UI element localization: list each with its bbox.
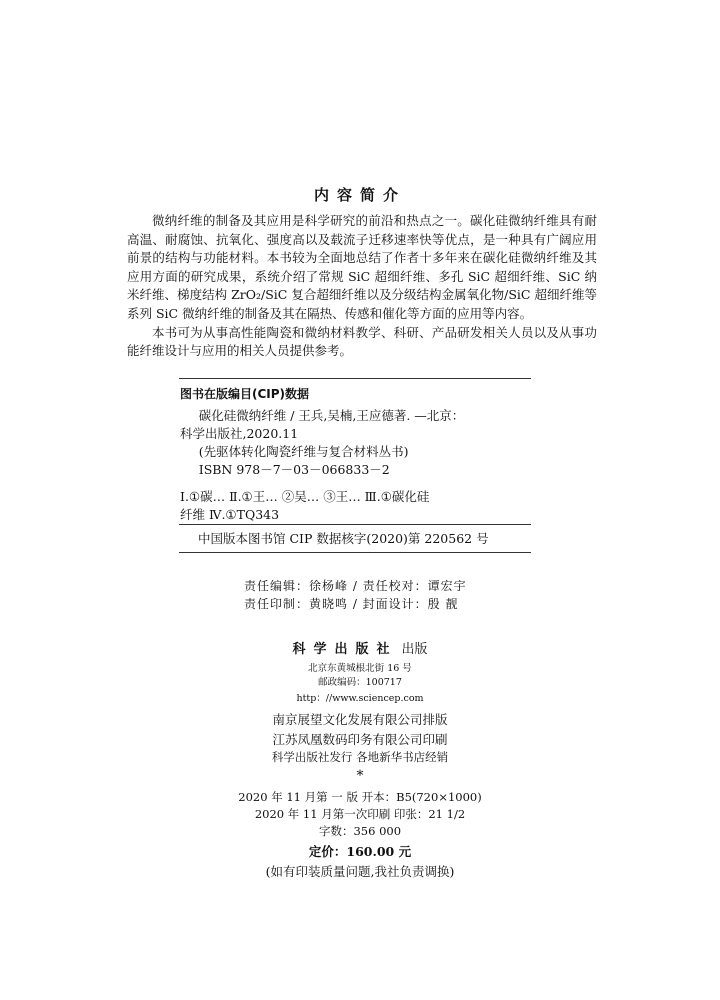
- printer: 江苏凤凰数码印务有限公司印刷: [272, 732, 448, 747]
- publisher-name: 科学出版社: [292, 642, 398, 657]
- publisher-url: http：//www.sciencep.com: [296, 693, 424, 704]
- cip-class-line-1: Ⅰ.①碳… Ⅱ.①王… ②吴… ③王… Ⅲ.①碳化硅: [180, 489, 430, 504]
- publisher-postcode: 邮政编码：100717: [318, 677, 402, 688]
- price: 定价：160.00 元: [308, 844, 412, 859]
- cip-line-1: 碳化硅微纳纤维 / 王兵,吴楠,王应德著. —北京：: [198, 408, 465, 423]
- publisher-line: [0, 638, 720, 657]
- production-credits: 责任印制：黄晓鸣 / 封面设计：殷 靓: [244, 597, 459, 611]
- separator-mark: *: [356, 768, 364, 784]
- printing-line: 2020 年 11 月第一次印刷 印张：21 1/2: [254, 807, 466, 821]
- word-count: 字数：356 000: [318, 824, 402, 838]
- cip-line-2: 科学出版社,2020.11: [180, 426, 299, 441]
- quality-notice: (如有印装质量问题,我社负责调换): [265, 864, 455, 879]
- cip-record: [180, 407, 530, 479]
- publisher-suffix: 出版: [401, 642, 428, 657]
- cip-bottom-rule: [179, 552, 531, 553]
- publisher-address: 北京东黄城根北街 16 号: [308, 663, 412, 674]
- summary-text: [127, 212, 597, 361]
- summary-paragraph-1: 微纳纤维的制备及其应用是科学研究的前沿和热点之一。碳化硅微纳纤维具有耐高温、耐腐蚀、抗氧化、强度高以及载流子迁移速率快等优点，是一种具有广阔应用前景的结构与功能材料。本书较为全面地总结了作者十多年来在碳化硅微纳纤维及其应用方面的研究成果，系统介绍了常规 SiC 超细纤维、多孔 SiC 超细纤维、SiC 纳米纤维、梯度结构 ZrO₂/SiC 复合超细纤维以及分级结构金属氧化物/SiC 超细纤维等系列 SiC 微纳纤维的制备及其在隔热、传感和催化等方面的应用等内容。: [127, 213, 597, 321]
- editor-credits: 责任编辑：徐杨峰 / 责任校对：谭宏宇: [244, 579, 467, 593]
- summary-title: 内容简介: [313, 186, 406, 204]
- summary-paragraph-2: 本书可为从事高性能陶瓷和微纳材料教学、科研、产品研发相关人员以及从事功能纤维设计与应用的相关人员提供参考。: [127, 324, 597, 359]
- edition-line: 2020 年 11 月第 一 版 开本：B5(720×1000): [238, 790, 482, 804]
- cip-heading: 图书在版编目(CIP)数据: [180, 387, 310, 401]
- distribution: 科学出版社发行 各地新华书店经销: [271, 750, 449, 764]
- cip-mid-rule: [179, 524, 531, 525]
- cip-line-3: (先驱体转化陶瓷纤维与复合材料丛书): [198, 444, 409, 459]
- cip-isbn: ISBN 978－7－03－066833－2: [198, 462, 390, 477]
- cip-classification: [180, 488, 530, 524]
- typesetter: 南京展望文化发展有限公司排版: [272, 712, 448, 727]
- cip-class-line-2: 纤维 Ⅳ.①TQ343: [180, 507, 280, 522]
- cip-record-number: 中国版本图书馆 CIP 数据核字(2020)第 220562 号: [198, 531, 489, 546]
- cip-top-rule: [179, 378, 531, 379]
